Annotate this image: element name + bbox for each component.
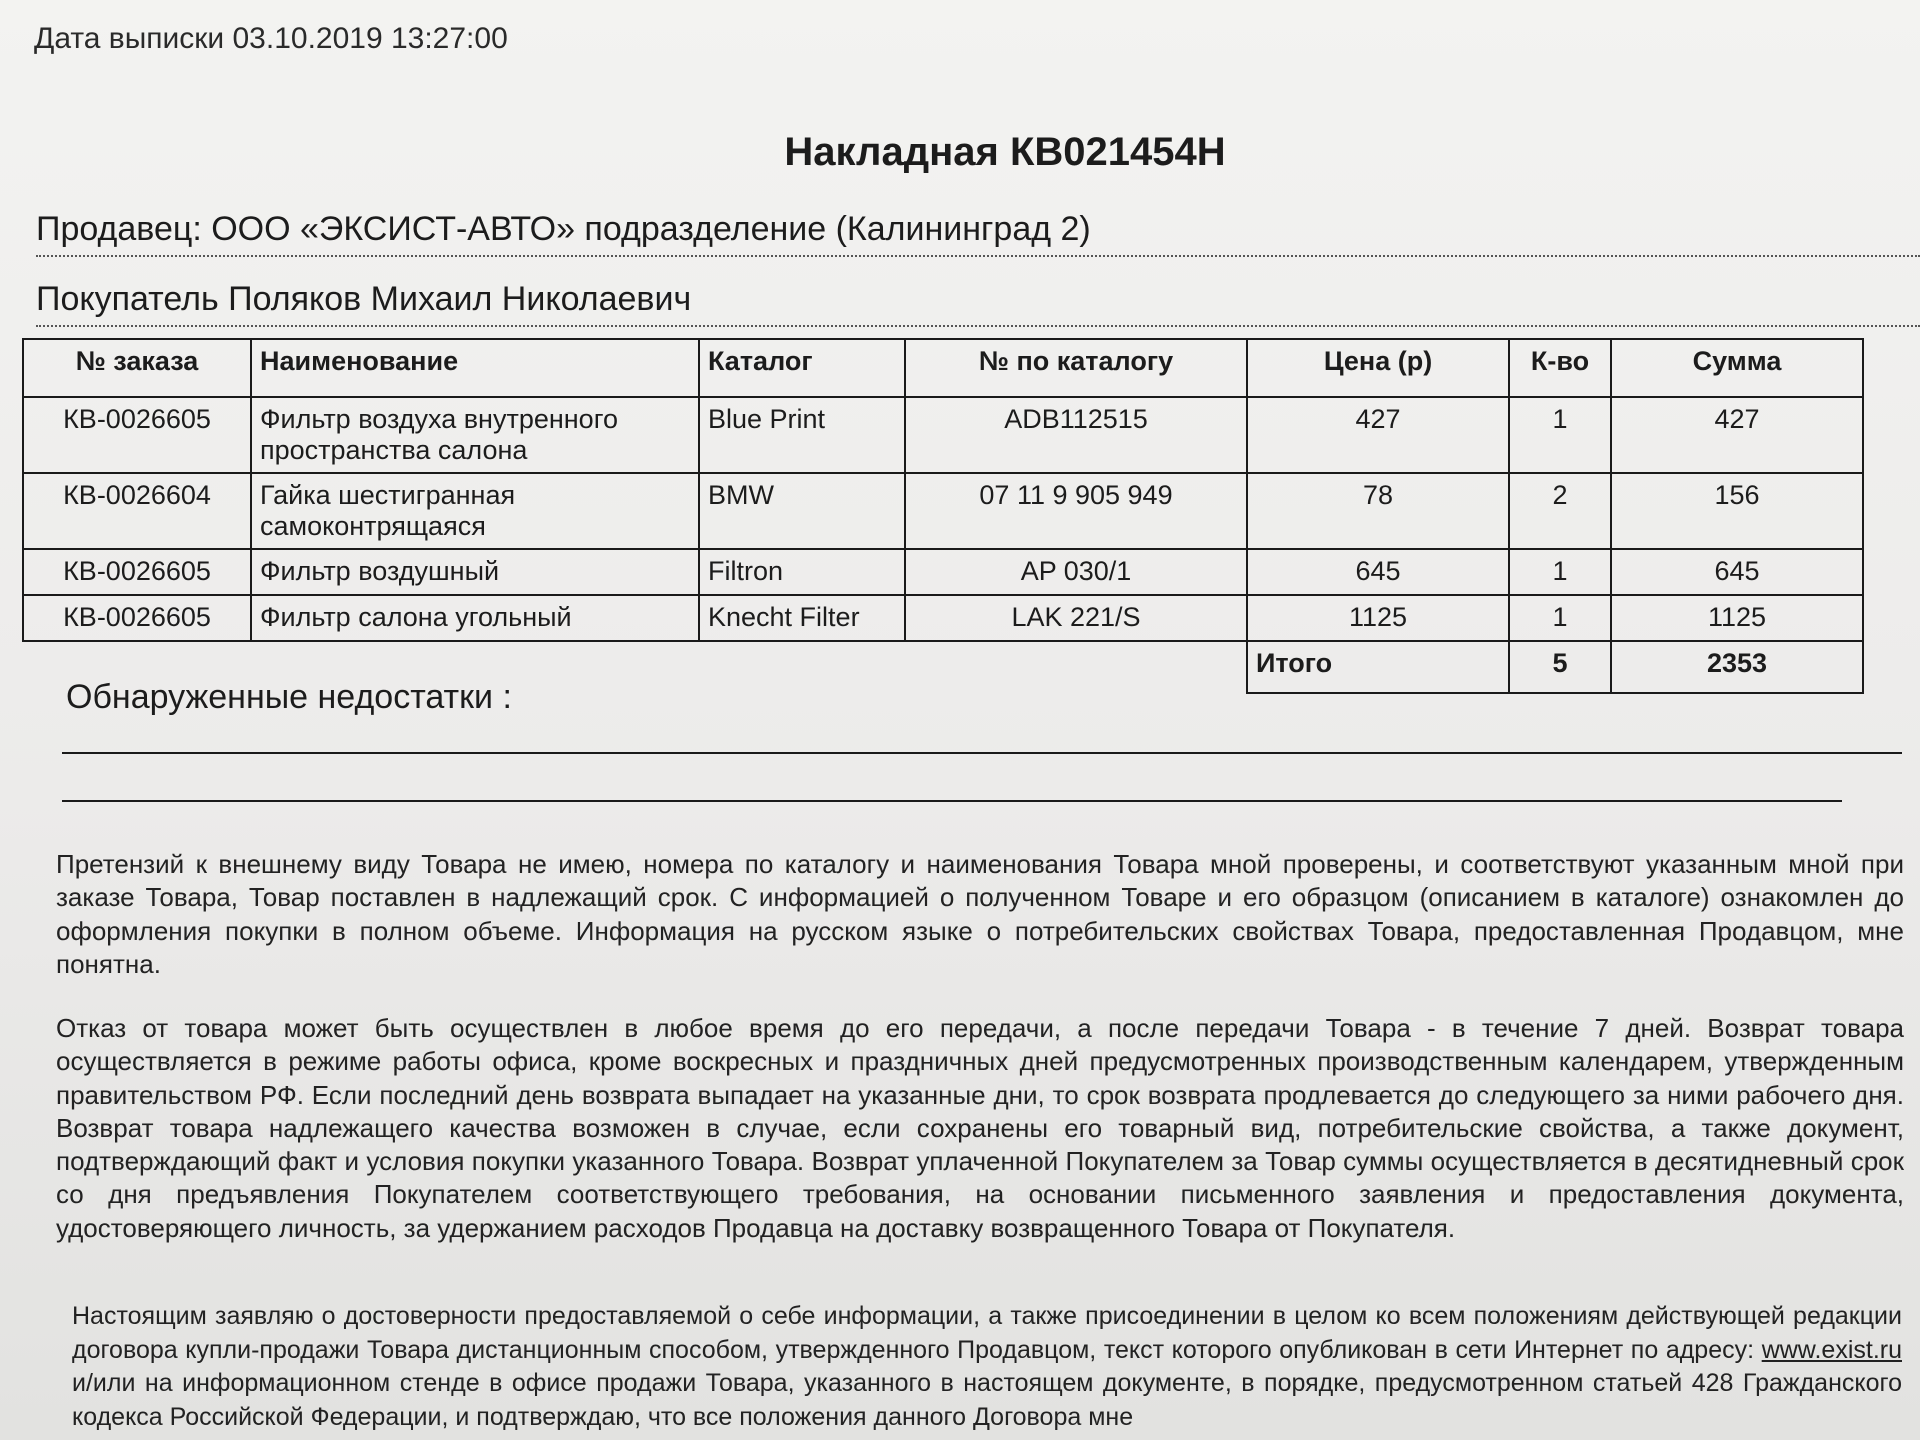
cell-order: КВ-0026604 bbox=[23, 473, 251, 549]
cell-price: 1125 bbox=[1247, 595, 1509, 641]
col-name: Наименование bbox=[251, 339, 699, 397]
claims-paragraph: Претензий к внешнему виду Товара не имею, номера по каталогу и наименования Товара мной проверены, и соответствуют указанным мной при заказе Товара, Товар поставлен в надлежащий срок. С информацией о полученном Товаре и его образцом (описанием в каталоге) ознакомлен до оформления покупки в полном объеме. Информация на русском языке о потребительских свойствах Товара, предоставленная Продавцом, мне понятна. bbox=[56, 849, 1904, 979]
col-qty: К-во bbox=[1509, 339, 1611, 397]
cell-qty: 1 bbox=[1509, 549, 1611, 595]
cell-sum: 1125 bbox=[1611, 595, 1863, 641]
agreement-text-start: Настоящим заявляю о достоверности предоставляемой о себе информации, а также присоединении в целом ко всем положениям действующей редакции договора купли-продажи Товара дистанционным способом, утвержденного Продавцом, текст которого опубликован в сети Интернет по адресу: bbox=[72, 1302, 1902, 1364]
agreement-text-end: и/или на информационном стенде в офисе продажи Товара, указанного в настоящем документе, в порядке, предусмотренном статьей 428 Гражданского кодекса Российской Федерации, и подтверждаю, что все положения данного Договора мне bbox=[72, 1369, 1902, 1431]
col-price: Цена (р) bbox=[1247, 339, 1509, 397]
col-catalog: Каталог bbox=[699, 339, 905, 397]
items-table bbox=[22, 338, 1864, 694]
defects-line bbox=[62, 800, 1842, 802]
issue-date-value: 03.10.2019 13:27:00 bbox=[232, 22, 508, 55]
cell-sum: 427 bbox=[1611, 397, 1863, 473]
table-row bbox=[23, 473, 1863, 549]
buyer-line bbox=[36, 280, 1920, 327]
cell-order: КВ-0026605 bbox=[23, 595, 251, 641]
cell-name: Фильтр воздушный bbox=[251, 549, 699, 595]
cell-name: Фильтр салона угольный bbox=[251, 595, 699, 641]
seller-label: Продавец: bbox=[36, 210, 202, 248]
buyer-label: Покупатель bbox=[36, 280, 219, 318]
cell-catalog: Knecht Filter bbox=[699, 595, 905, 641]
cell-qty: 1 bbox=[1509, 397, 1611, 473]
document-title: Накладная КВ021454Н bbox=[784, 130, 1226, 174]
cell-qty: 1 bbox=[1509, 595, 1611, 641]
defects-label: Обнаруженные недостатки : bbox=[66, 678, 512, 716]
defects-line bbox=[62, 752, 1902, 754]
total-qty: 5 bbox=[1509, 641, 1611, 693]
cell-price: 645 bbox=[1247, 549, 1509, 595]
cell-catalog-no: LAK 221/S bbox=[905, 595, 1247, 641]
col-catalog-no: № по каталогу bbox=[905, 339, 1247, 397]
cell-qty: 2 bbox=[1509, 473, 1611, 549]
table-row bbox=[23, 397, 1863, 473]
agreement-paragraph bbox=[72, 1300, 1902, 1434]
seller-value: ООО «ЭКСИСТ-АВТО» подразделение (Калининград 2) bbox=[211, 210, 1091, 248]
col-order: № заказа bbox=[23, 339, 251, 397]
cell-catalog: BMW bbox=[699, 473, 905, 549]
cell-name: Фильтр воздуха внутренного пространства салона bbox=[251, 397, 699, 473]
cell-catalog: Blue Print bbox=[699, 397, 905, 473]
table-header-row bbox=[23, 339, 1863, 397]
seller-line bbox=[36, 210, 1920, 257]
cell-price: 427 bbox=[1247, 397, 1509, 473]
buyer-value: Поляков Михаил Николаевич bbox=[228, 280, 692, 318]
cell-sum: 645 bbox=[1611, 549, 1863, 595]
cell-catalog-no: AP 030/1 bbox=[905, 549, 1247, 595]
cell-catalog-no: ADB112515 bbox=[905, 397, 1247, 473]
return-policy-paragraph: Отказ от товара может быть осуществлен в любое время до его передачи, а после передачи Товара - в течение 7 дней. Возврат товара осуществляется в режиме работы офиса, кроме воскресных и праздничных дней предусмотренных производственным календарем, утвержденным правительством РФ. Если последний день возврата выпадает на указанные дни, то срок возврата продлевается до следующего за ними рабочего дня. Возврат товара надлежащего качества возможен в случае, если сохранены его товарный вид, потребительские свойства, а также документ, подтверждающий факт и условия покупки указанного Товара. Возврат уплаченной Покупателем за Товар суммы осуществляется в десятидневный срок со дня предъявления Покупателем соответствующего требования, на основании письменного заявления и предоставления документа, удостоверяющего личность, за удержанием расходов Продавца на доставку возвращенного Товара от Покупателя. bbox=[56, 1013, 1904, 1243]
issue-date-label: Дата выписки bbox=[34, 22, 225, 55]
cell-sum: 156 bbox=[1611, 473, 1863, 549]
col-sum: Сумма bbox=[1611, 339, 1863, 397]
table-row bbox=[23, 595, 1863, 641]
cell-catalog: Filtron bbox=[699, 549, 905, 595]
total-label: Итого bbox=[1247, 641, 1509, 693]
total-sum: 2353 bbox=[1611, 641, 1863, 693]
cell-price: 78 bbox=[1247, 473, 1509, 549]
issue-date bbox=[34, 22, 508, 56]
cell-catalog-no: 07 11 9 905 949 bbox=[905, 473, 1247, 549]
cell-name: Гайка шестигранная самоконтрящаяся bbox=[251, 473, 699, 549]
exist-link[interactable]: www.exist.ru bbox=[1761, 1335, 1902, 1364]
cell-order: КВ-0026605 bbox=[23, 549, 251, 595]
table-row bbox=[23, 549, 1863, 595]
cell-order: КВ-0026605 bbox=[23, 397, 251, 473]
